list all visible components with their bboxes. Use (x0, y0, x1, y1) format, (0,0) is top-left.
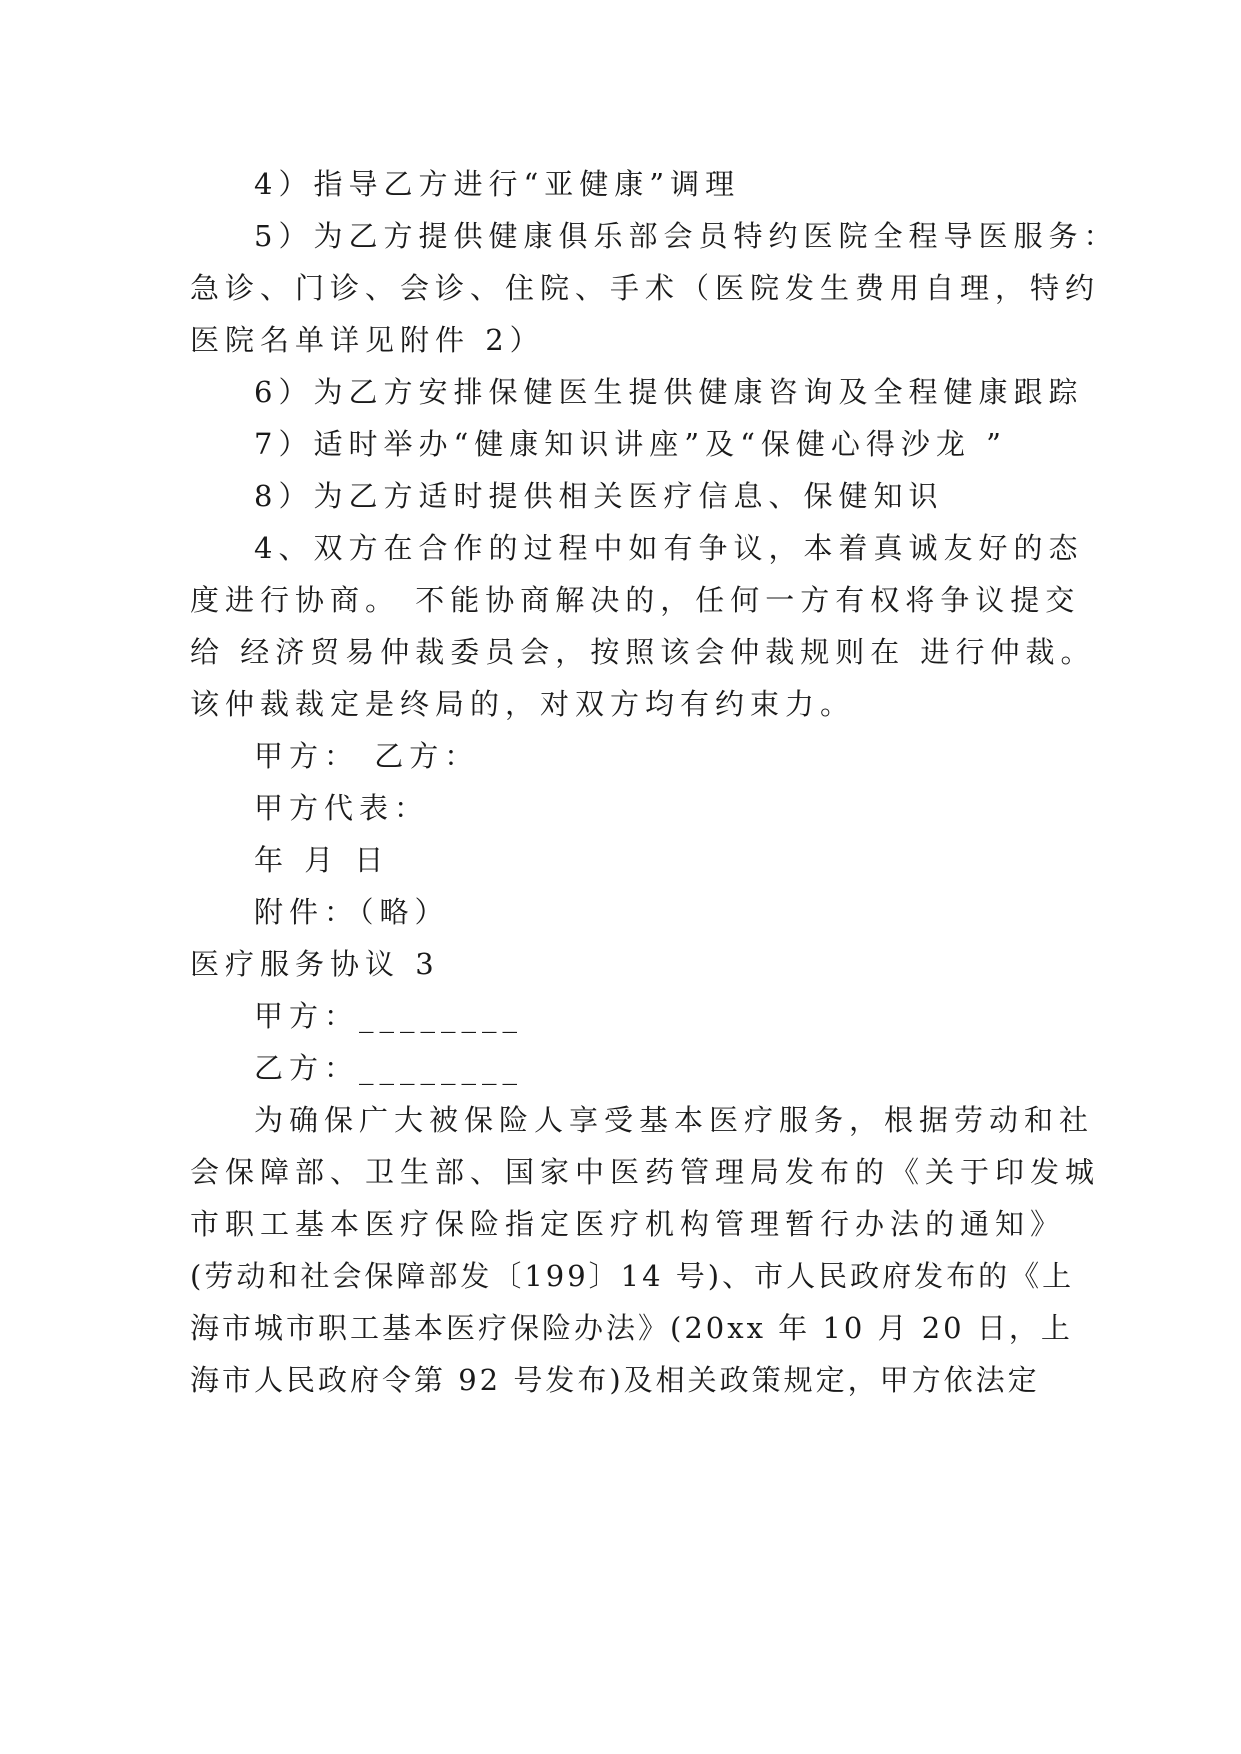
item-8-medical-info: 8）为乙方适时提供相关医疗信息、保健知识 (254, 479, 944, 513)
preamble-line-4: (劳动和社会保障部发〔199〕14 号)、市人民政府发布的《上 (190, 1259, 1075, 1293)
item-5-guide-service: 5）为乙方提供健康俱乐部会员特约医院全程导医服务： (254, 219, 1119, 253)
party-b-field: 乙方：________ (254, 1051, 524, 1085)
item-7-lectures: 7）适时举办“健康知识讲座”及“保健心得沙龙 ” (254, 427, 1007, 461)
attachment-note: 附件：（略） (254, 895, 450, 929)
item-4-subhealth: 4）指导乙方进行“亚健康”调理 (254, 167, 741, 201)
agreement-3-title: 医疗服务协议 3 (190, 947, 440, 981)
clause-4-arbitration: 给 经济贸易仲裁委员会，按照该会仲裁规则在 进行仲裁。 (190, 635, 1096, 669)
item-5-guide-service-end: 医院名单详见附件 2） (190, 323, 545, 357)
clause-4-binding: 该仲裁裁定是终局的，对双方均有约束力。 (190, 687, 856, 721)
clause-4-dispute: 4、双方在合作的过程中如有争议，本着真诚友好的态 (254, 531, 1084, 565)
party-a-field: 甲方：________ (254, 999, 524, 1033)
preamble-line-3: 市职工基本医疗保险指定医疗机构管理暂行办法的通知》 (190, 1207, 1066, 1241)
preamble-line-1: 为确保广大被保险人享受基本医疗服务，根据劳动和社 (254, 1103, 1095, 1137)
clause-4-dispute-cont: 度进行协商。 不能协商解决的，任何一方有权将争议提交 (190, 583, 1081, 617)
preamble-line-2: 会保障部、卫生部、国家中医药管理局发布的《关于印发城 (190, 1155, 1101, 1189)
signature-date: 年 月 日 (254, 843, 390, 877)
item-6-health-doctor: 6）为乙方安排保健医生提供健康咨询及全程健康跟踪 (254, 375, 1084, 409)
signature-representative: 甲方代表： (254, 791, 430, 825)
signature-parties: 甲方： 乙方： (254, 739, 480, 773)
item-5-guide-service-cont: 急诊、门诊、会诊、住院、手术（医院发生费用自理，特约 (190, 271, 1101, 305)
preamble-line-5: 海市城市职工基本医疗保险办法》(20xx 年 10 月 20 日，上 (190, 1311, 1073, 1345)
preamble-line-6: 海市人民政府令第 92 号发布)及相关政策规定，甲方依法定 (190, 1363, 1040, 1397)
